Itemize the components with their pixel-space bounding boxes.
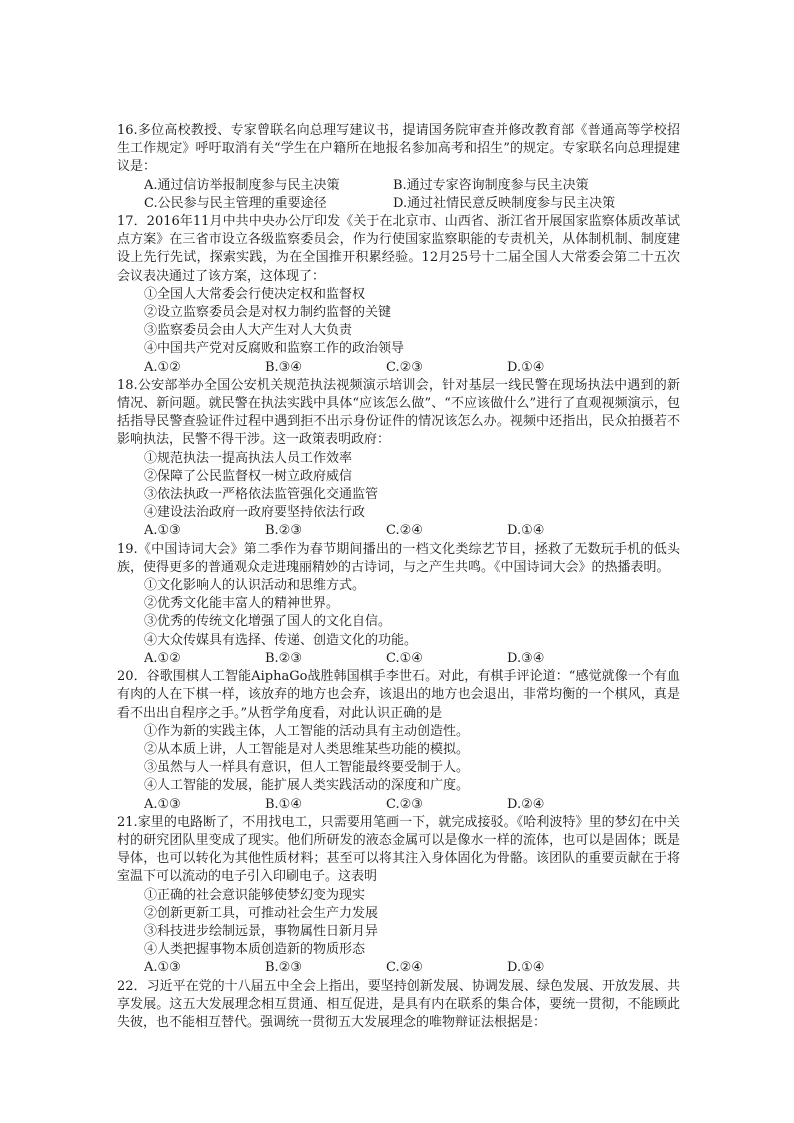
statement-item: ①文化影响人的认识活动和思维方式。 <box>144 578 366 594</box>
option-c: C.②③ <box>386 796 423 812</box>
statement-item: ②创新更新工具，可推动社会生产力发展 <box>144 905 379 921</box>
exam-page <box>117 122 680 1032</box>
statement-item: ②优秀文化能丰富人的精神世界。 <box>144 596 340 612</box>
statement-item: ④人工智能的发展，能扩展人类实践活动的深度和广度。 <box>144 778 470 794</box>
statement-item: ④人类把握事物本质创造新的物质形态 <box>144 942 366 958</box>
statement-item: ③科技进步绘制远景，事物属性日新月异 <box>144 923 379 939</box>
option-c: C.②③ <box>386 359 423 375</box>
option-b: B.②③ <box>265 960 302 976</box>
option-d: D.通过社情民意反映制度参与民主决策 <box>393 195 616 211</box>
options-row <box>144 177 680 195</box>
statement-item: ③优秀的传统文化增强了国人的文化自信。 <box>144 614 392 630</box>
question-18 <box>117 377 680 541</box>
question-stem: 16.多位高校教授、专家曾联名向总理写建议书，提请国务院审查并修改教育部《普通高等学校招生工作规定》呼吁取消有关“学生在户籍所在地报名参加高考和招生”的规定。专家联名向总理提建议是： <box>117 123 680 175</box>
statement-item: ④建设法治政府一政府要坚持依法行政 <box>144 505 366 521</box>
statement-item: ①正确的社会意识能够使梦幻变为现实 <box>144 887 366 903</box>
option-d: D.①④ <box>507 359 545 375</box>
statement-item: ③依法执政一严格依法监管强化交通监管 <box>144 487 379 503</box>
options-row <box>144 359 680 377</box>
statement-item: ①全国人大常委会行使决定权和监督权 <box>144 286 366 302</box>
option-b: B.①④ <box>265 796 302 812</box>
question-19 <box>117 541 680 668</box>
option-a: A.①③ <box>144 960 181 976</box>
options-row <box>144 195 680 213</box>
option-d: D.①④ <box>507 960 545 976</box>
statement-item: ③虽然与人一样具有意识，但人工智能最终要受制于人。 <box>144 760 470 776</box>
option-b: B.③④ <box>265 359 302 375</box>
option-c: C.公民参与民主管理的重要途径 <box>144 195 327 211</box>
options-row <box>144 650 680 668</box>
option-a: A.①② <box>144 650 181 666</box>
question-17 <box>117 213 680 377</box>
question-21 <box>117 814 680 978</box>
option-c: C.②④ <box>386 523 423 539</box>
question-16 <box>117 122 680 213</box>
question-22 <box>117 978 680 1033</box>
question-stem: 21.家里的电路断了，不用找电工，只需要用笔画一下，就完成接驳。《哈利波特》里的梦幻在中关村的研究团队里变成了现实。他们所研发的液态金属可以是像水一样的流体，也可以是固体；既是导体，也可以转化为其他性质材料；甚至可以将其注入身体固化为骨骼。该团队的重要贡献在于将室温下可以流动的电子引入印刷电子。这表明 <box>117 814 680 885</box>
statement-item: ②保障了公民监督权一树立政府威信 <box>144 468 353 484</box>
option-c: C.②④ <box>386 960 423 976</box>
options-row <box>144 522 680 540</box>
option-d: D.③④ <box>507 650 545 666</box>
question-stem: 17．2016年11月中共中央办公厅印发《关于在北京市、山西省、浙江省开展国家监察体质改革试点方案》在三省市设立各级监察委员会，作为行使国家监察职能的专责机关，从体制机制、制度建设上先行先试，探索实践，为在全国推开积累经验。12月25号十二届全国人大常委会第二十五次会议表决通过了该方案，这体现了： <box>117 214 680 284</box>
option-c: C.①④ <box>386 650 423 666</box>
statement-item: ④中国共产党对反腐败和监察工作的政治领导 <box>144 341 405 357</box>
options-row <box>144 796 680 814</box>
question-20 <box>117 668 680 814</box>
statement-item: ①规范执法一提高执法人员工作效率 <box>144 450 353 466</box>
option-a: A.①③ <box>144 523 181 539</box>
option-b: B.通过专家咨询制度参与民主决策 <box>393 177 589 193</box>
option-d: D.②④ <box>507 796 545 812</box>
option-b: B.②③ <box>265 650 302 666</box>
options-row <box>144 959 680 977</box>
statement-item: ③监察委员会由人大产生对人大负责 <box>144 323 353 339</box>
question-stem: 20．谷歌围棋人工智能AiphaGo战胜韩国棋手李世石。对此，有棋手评论道：“感觉就像一个有血有肉的人在下棋一样，该放弃的地方也会弃，该退出的地方也会退出，非常均衡的一个棋风，真是看不出出自程序之手。”从哲学角度看，对此认识正确的是 <box>117 669 680 721</box>
question-stem: 22．习近平在党的十八届五中全会上指出，要坚持创新发展、协调发展、绿色发展、开放发展、共享发展。这五大发展理念相互贯通、相互促进，是具有内在联系的集合体，要统一贯彻，不能顾此失彼，也不能相互替代。强调统一贯彻五大发展理念的唯物辩证法根据是： <box>117 978 680 1030</box>
statement-item: ②设立监察委员会是对权力制约监督的关键 <box>144 305 392 321</box>
statement-item: ④大众传媒具有选择、传递、创造文化的功能。 <box>144 632 418 648</box>
question-stem: 18.公安部举办全国公安机关规范执法视频演示培训会，针对基层一线民警在现场执法中遇到的新情况、新问题。就民警在执法实践中具体“应该怎么做”、“不应该做什么”进行了直观视频演示，包括指导民警查验证件过程中遇到拒不出示身份证件的情况该怎么办。视频中还指出，民众拍摄若不影响执法，民警不得干涉。这一政策表明政府： <box>117 377 680 448</box>
option-a: A.通过信访举报制度参与民主决策 <box>144 177 340 193</box>
option-b: B.②③ <box>265 523 302 539</box>
question-stem: 19.《中国诗词大会》第二季作为春节期间播出的一档文化类综艺节目，拯救了无数玩手机的低头族，使得更多的普通观众走进瑰丽精妙的古诗词，与之产生共鸣。《中国诗词大会》的热播表明。 <box>117 541 680 575</box>
option-d: D.①④ <box>507 523 545 539</box>
option-a: A.①② <box>144 359 181 375</box>
statement-item: ①作为新的实践主体，人工智能的活动具有主动创造性。 <box>144 723 470 739</box>
statement-item: ②从本质上讲，人工智能是对人类思维某些功能的模拟。 <box>144 741 470 757</box>
option-a: A.①③ <box>144 796 181 812</box>
